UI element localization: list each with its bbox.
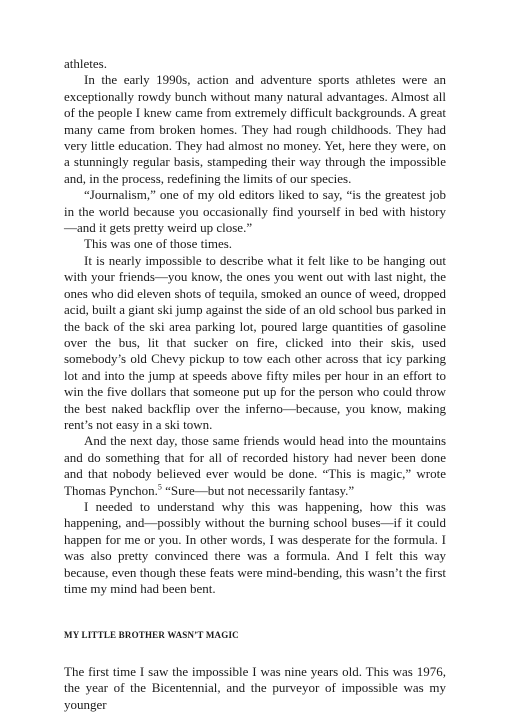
paragraph-first-impossible: The first time I saw the impossible I was nine years old. This was 1976, the year of the Bicentennial, and the purveyor of impossible was my younger xyxy=(64,663,446,712)
pynchon-quote: “Sure—but not necessarily fantasy.” xyxy=(161,482,355,498)
paragraph-one-of-those-times: This was one of those times. xyxy=(84,236,233,252)
footnote-marker: 5 xyxy=(157,482,162,492)
paragraph-formula: I needed to understand why this was happening, how this was happening, and—possibly without the burning school buses—if it could happen for me or you. In other words, I was desperate for the formula. I was also pretty convinced there was a formula. And I felt this way because, even though these feats were mind-bending, this wasn’t the first time my mind had been bent. xyxy=(64,498,446,596)
paragraph-hanging-out: It is nearly impossible to describe what it felt like to be hanging out with your friends—you know, the ones you went out with last night, the ones who did eleven shots of tequila, smoked an ounce of weed, dropped acid, built a giant ski jump against the side of an old school bus parked in the back of the ski area parking lot, poured large quantities of gasoline over the bus, lit that sucker on fire, clicked into their skis, used somebody’s old Chevy pickup to tow each other across that icy parking lot and into the jump at speeds above fifty miles per hour in an effort to win the five dollars that someone put up for the person who could throw the best naked backflip over the inferno—because, you know, making rent’s not easy in a ski town. xyxy=(64,252,446,432)
paragraph-early-1990s: In the early 1990s, action and adventure sports athletes were an exceptionally rowdy bunch without many natural advantages. Almost all of the people I knew came from extremely difficult backgrounds. A great many came from broken homes. They had rough childhoods. They had very little education. They had almost no money. Yet, here they were, on a stunningly regular basis, stampeding their way through the impossible and, in the process, redefining the limits of our species. xyxy=(64,72,446,186)
paragraph-journalism-quote: “Journalism,” one of my old editors liked to say, “is the greatest job in the world because you occasionally find yourself in bed with history—and it gets pretty weird up close.” xyxy=(64,187,446,236)
pynchon-text: And the next day, those same friends would head into the mountains and do something that for all of recorded history had never been done and that nobody believed ever would be done. “This is magic,” wrote Thomas Pynchon. xyxy=(64,433,446,498)
paragraph-pynchon xyxy=(64,433,446,499)
book-page xyxy=(64,56,446,713)
section-heading: MY LITTLE BROTHER WASN’T MAGIC xyxy=(64,630,239,641)
paragraph-continuation: athletes. xyxy=(64,56,107,71)
